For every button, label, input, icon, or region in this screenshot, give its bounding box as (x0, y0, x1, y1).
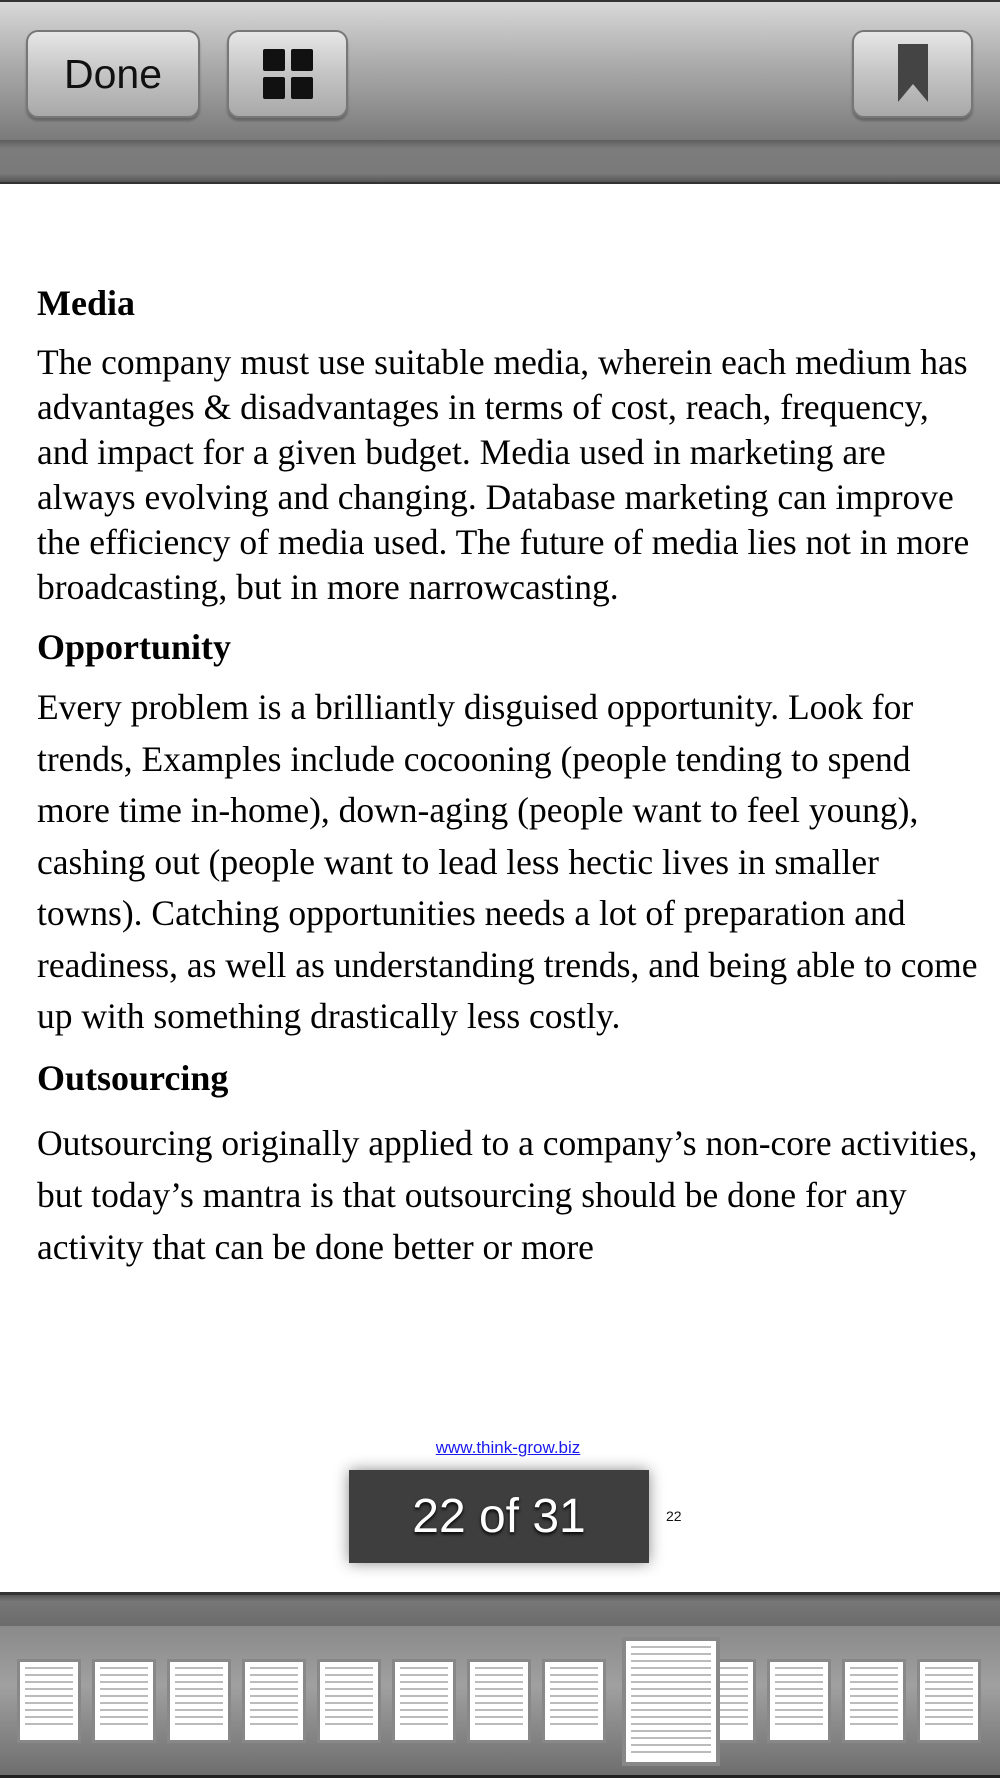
thumbnail[interactable] (17, 1659, 81, 1743)
section-body: Every problem is a brilliantly disguised opportunity. Look for trends, Examples include cocooning (people tending to spend more time in-home), down-aging (people want to feel young), cashing out (people want to lead less hectic lives in smaller towns). Catching opportunities needs a lot of preparation and readiness, as well as understanding trends, and being able to come up with something drastically less costly. (37, 687, 978, 1036)
thumbnail[interactable] (392, 1659, 456, 1743)
thumbnail[interactable] (767, 1659, 831, 1743)
grid-icon (263, 49, 313, 99)
thumbnail-scrubber[interactable] (0, 1626, 1000, 1778)
section-heading: Media (37, 283, 135, 323)
page-indicator: 22 of 31 (349, 1470, 649, 1563)
thumbnail[interactable] (242, 1659, 306, 1743)
thumbnail[interactable] (542, 1659, 606, 1743)
document-page (37, 282, 987, 1273)
bottom-bar (0, 1592, 1000, 1629)
page-footer-number: 22 (666, 1508, 682, 1524)
section-body: The company must use suitable media, wherein each medium has advantages & disadvantages in terms of cost, reach, frequency, and impact for a given budget. Media used in marketing are always evolving and changing. Database marketing can improve the efficiency of media used. The future of media lies not in more broadcasting, but in more narrowcasting. (37, 342, 970, 607)
thumbnail[interactable] (167, 1659, 231, 1743)
done-button[interactable]: Done (26, 30, 200, 118)
thumbnail[interactable] (317, 1659, 381, 1743)
section-heading: Outsourcing (37, 1057, 229, 1098)
toolbar-strip (0, 140, 1000, 184)
thumbnail[interactable] (467, 1659, 531, 1743)
section-heading: Opportunity (37, 627, 232, 667)
bookmark-button[interactable] (852, 30, 973, 118)
grid-view-button[interactable] (227, 30, 348, 118)
section-body: Outsourcing originally applied to a company’s non-core activities, but today’s mantra is that outsourcing should be done for any activity that can be done better or more (37, 1122, 978, 1267)
thumbnail[interactable] (917, 1659, 981, 1743)
top-toolbar (0, 0, 1000, 140)
thumbnail-selected[interactable] (622, 1637, 720, 1766)
thumbnail[interactable] (92, 1659, 156, 1743)
thumbnail[interactable] (842, 1659, 906, 1743)
footer-link[interactable]: www.think-grow.biz (435, 1438, 581, 1457)
bookmark-icon (896, 44, 930, 104)
